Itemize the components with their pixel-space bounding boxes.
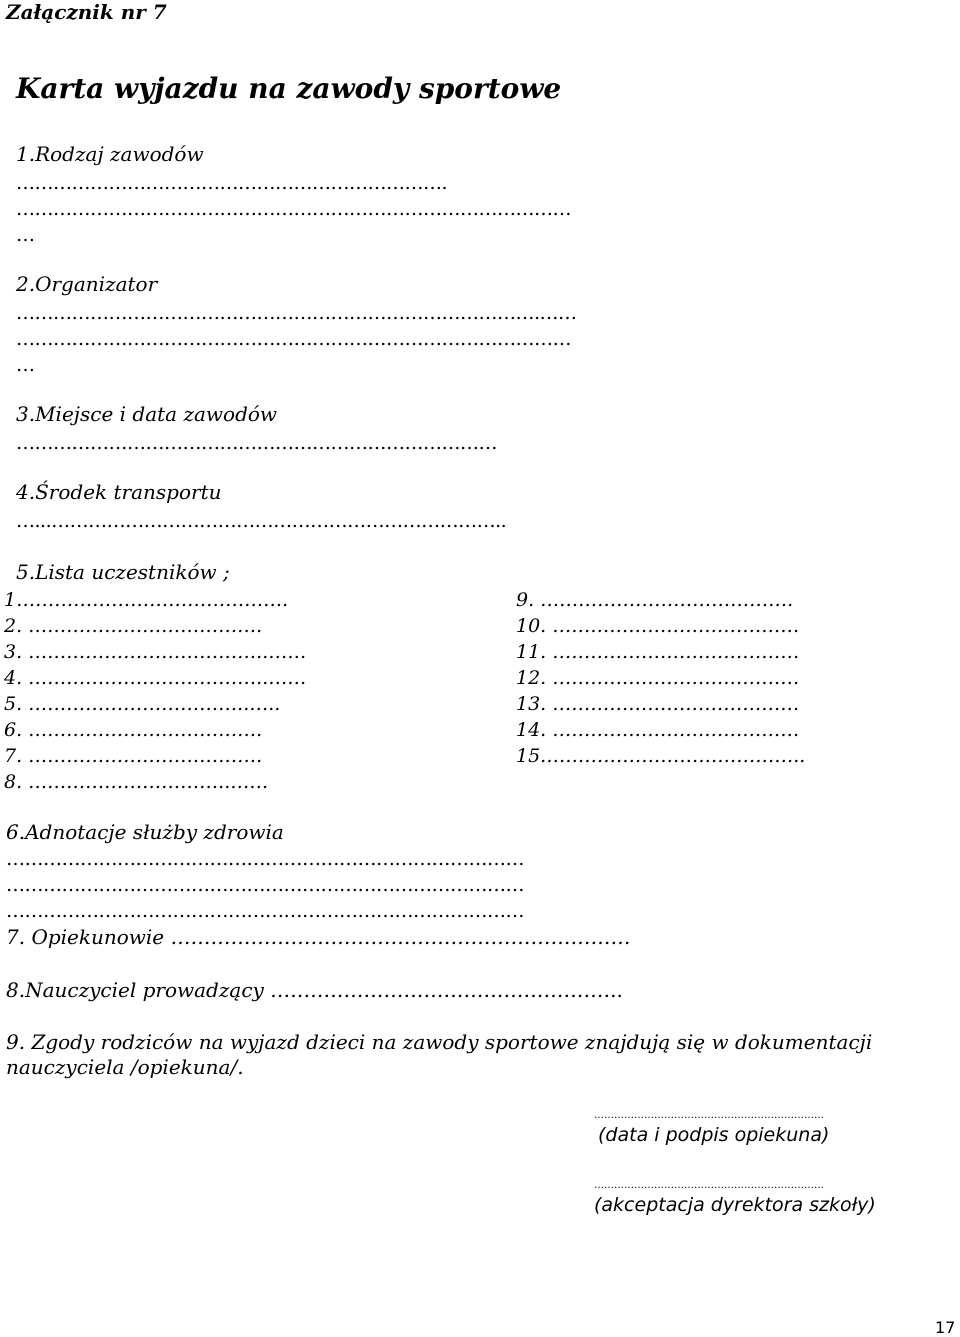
director-signature-label: (akceptacja dyrektora szkoły)	[594, 1194, 876, 1216]
section-9-line-1: 9. Zgody rodziców na wyjazd dzieci na zawody sportowe znajdują się w dokumentacji	[6, 1030, 873, 1054]
section-1-dots-cont: …	[16, 224, 35, 246]
section-6-dots-2: …………………………………………………………………………	[6, 874, 524, 896]
participant-15: 15.…………………………………..	[516, 745, 806, 767]
section-2-label: 2.Organizator	[16, 272, 158, 296]
participants-right	[516, 587, 805, 769]
participants-left	[4, 587, 306, 795]
participant-10: 10. …………………………………	[516, 615, 800, 637]
section-2-dots-2: ………………………………………………………………………………	[16, 328, 571, 350]
participant-6: 6. ……………………………….	[4, 719, 263, 741]
section-2-dots-cont: …	[16, 354, 35, 376]
participant-4: 4. ………………………………..……	[4, 667, 307, 689]
section-7-guardians: 7. Opiekunowie ……………………………………………………………	[6, 925, 631, 949]
section-2-dots-1: ………………………………………………………………………….……	[16, 302, 577, 324]
guardian-signature-line: ……………………………………………………………	[594, 1110, 824, 1121]
section-5-label: 5.Lista uczestników ;	[16, 560, 230, 584]
director-signature-line: ……………………………………………………………	[594, 1180, 824, 1191]
attachment-label: Załącznik nr 7	[6, 0, 167, 24]
participant-13: 13. …………………………………	[516, 693, 800, 715]
page-number: 17	[935, 1318, 956, 1337]
guardian-signature-label: (data i podpis opiekuna)	[598, 1124, 830, 1146]
participant-7: 7. ……………………………….	[4, 745, 263, 767]
section-8-teacher: 8.Nauczyciel prowadzący ……………………………………………..	[6, 978, 623, 1002]
page-title: Karta wyjazdu na zawody sportowe	[16, 72, 562, 105]
section-3-label: 3.Miejsce i data zawodów	[16, 402, 278, 426]
participant-1: 1…………………………………….	[4, 589, 289, 611]
participant-8: 8. …………………………..……	[4, 771, 269, 793]
participant-2: 2. ……………………………….	[4, 615, 263, 637]
section-6-dots-1: …………………………………………………………………………	[6, 848, 524, 870]
section-4-dots: …...………………………………………………………………..	[16, 510, 507, 532]
section-6-label: 6.Adnotacje służby zdrowia	[6, 820, 284, 844]
section-4-label: 4.Środek transportu	[16, 480, 222, 504]
participant-5: 5. ……………………………..…..	[4, 693, 281, 715]
section-3-dots: ……………………………………………………………………	[16, 432, 497, 454]
participant-11: 11. …………………………………	[516, 641, 800, 663]
section-9-line-2: nauczyciela /opiekuna/.	[6, 1055, 244, 1079]
participant-3: 3. ………………………………..……	[4, 641, 307, 663]
section-6-dots-3: …………………………………………………………………………	[6, 900, 524, 922]
participant-12: 12. …………………………………	[516, 667, 800, 689]
participant-14: 14. …………………………………	[516, 719, 800, 741]
section-1-dots-1: …………………………………………………………….	[16, 172, 448, 194]
participant-9: 9. ………………………………….	[516, 589, 794, 611]
section-1-label: 1.Rodzaj zawodów	[16, 142, 204, 166]
section-1-dots-2: ………………………………………………………………………………	[16, 198, 571, 220]
